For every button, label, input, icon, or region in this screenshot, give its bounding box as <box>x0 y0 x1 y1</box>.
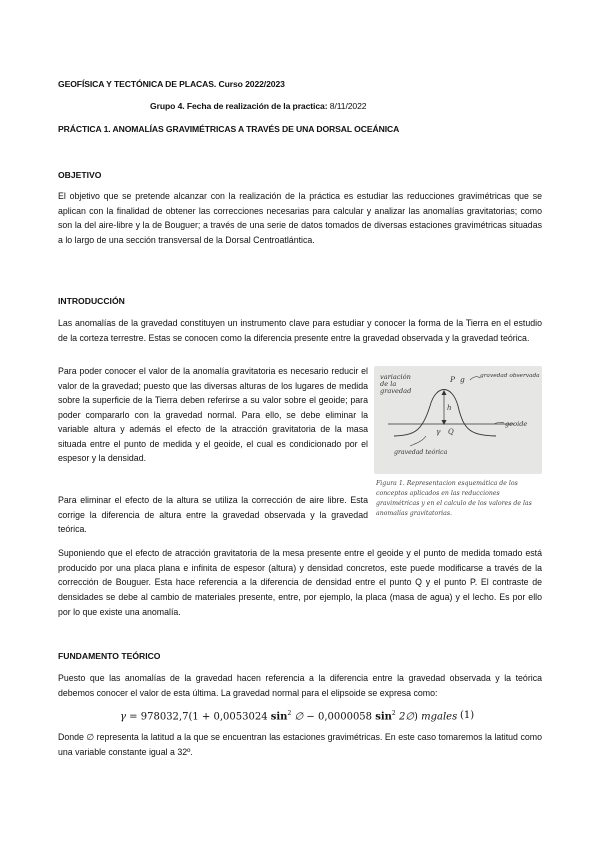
formula-c3: 0,0000058 <box>317 711 373 723</box>
section-heading-introduccion: INTRODUCCIÓN <box>58 296 125 306</box>
practice-date: 8/11/2022 <box>329 101 367 111</box>
formula-units: mgales <box>421 711 458 723</box>
introduccion-paragraph-3: Para eliminar el efecto de la altura se utiliza la corrección de aire libre. Esta corrige la diferencia de altura entre la gravedad observada y la gravedad teórica. <box>58 495 368 534</box>
label-variacion <box>380 373 411 395</box>
formula-exp-2: 2 <box>391 710 396 717</box>
h-arrow-head-top <box>442 390 447 395</box>
formula-phi-1: ∅ <box>294 711 304 723</box>
label-teorica: gravedad teórica <box>394 449 448 456</box>
formula-open: (1 + <box>188 711 211 723</box>
formula-sin-2: sin <box>375 711 392 723</box>
practice-title: PRÁCTICA 1. ANOMALÍAS GRAVIMÉTRICAS A TRAVÉS DE UNA DORSAL OCEÁNICA <box>58 124 400 134</box>
gravity-curve <box>394 390 496 437</box>
fundamento-paragraph-2: Donde ∅ representa la latitud a la que se encuentran las estaciones gravimétricas. En este caso tomaremos la latitud como una variable constante igual a 32º. <box>58 732 542 757</box>
figure-sketch <box>374 366 542 474</box>
formula-c2: 0,0053024 <box>213 711 268 723</box>
fundamento-paragraph-1: Puesto que las anomalías de la gravedad hacen referencia a la diferencia entre la gravedad observada y la teórica debemos conocer el valor de esta última. La gravedad normal para el elipsoide se expresa como: <box>58 673 542 698</box>
formula-phi-2: 2∅ <box>398 711 415 723</box>
introduccion-paragraph-4: Suponiendo que el efecto de atracción gravitatoria de la mesa presente entre el geoide y el punto de medida tomado está producido por una placa plana e infinita de espesor (altura) y densidad concretos, este puede modificarse a través de la corrección de Bouguer. Esta hace referencia a la diferencia de densidad entre el punto Q y el punto P. El contraste de densidades se debe al cambio de materiales presente, entre, por ejemplo, la placa (masa de agua) y el lecho. Es por ello por lo que existe una anomalía. <box>58 548 542 617</box>
label-observada: gravedad observada <box>480 373 540 379</box>
formula-exp-1: 2 <box>287 710 292 717</box>
course-title <box>58 79 285 89</box>
teorica-arrow <box>410 436 426 446</box>
course-year: 2022/2023 <box>245 79 285 89</box>
label-variacion-line: gravedad <box>380 387 412 395</box>
formula-gamma: γ <box>120 711 126 723</box>
label-variacion-line: variación <box>380 373 411 381</box>
obs-arrow <box>470 377 480 380</box>
label-geoide: geoide <box>505 420 528 428</box>
formula-minus: − <box>306 711 315 723</box>
introduccion-paragraph-2: Para poder conocer el valor de la anomalía gravitatoria es necesario reducir el valor de la gravedad; puesto que las diversas alturas de los lugares de medida sobre la superficie de la Tierra deben referirse a su valor sobre el geoide; para poder compararlo con la gravedad normal. Para ello, se debe eliminar la variable altura y además el efecto de la atracción gravitatoria de la masa situada entre el punto de medida y el geoide, el cual es condicionado por el espesor y la densidad. <box>58 366 368 463</box>
label-q: Q <box>448 428 454 436</box>
group-date-line <box>150 101 366 111</box>
section-heading-objetivo: OBJETIVO <box>58 170 102 180</box>
label-gamma: γ <box>436 427 441 436</box>
label-p: P <box>450 375 456 384</box>
equation-number: (1) <box>460 710 475 721</box>
course-title-text: GEOFÍSICA Y TECTÓNICA DE PLACAS. Curso <box>58 79 246 89</box>
section-heading-fundamento: FUNDAMENTO TEÓRICO <box>58 651 161 661</box>
group-date-label: Grupo 4. Fecha de realización de la practica: <box>150 101 330 111</box>
formula-sin-1: sin <box>270 711 288 723</box>
normal-gravity-formula <box>120 710 457 722</box>
figure-caption: Figura 1. Representacion esquemática de los conceptos aplicados en las reducciones gravimétricas y en el calculo de los valores de las anomalías gravitatorias. <box>376 480 532 517</box>
label-h: h <box>447 404 452 412</box>
formula-close: ) <box>414 711 418 723</box>
gravity-sketch-svg <box>374 366 542 474</box>
formula-c1: 978032,7 <box>140 711 189 723</box>
label-variacion-line: de la <box>380 380 397 388</box>
introduccion-paragraph-1: Las anomalías de la gravedad constituyen un instrumento clave para estudiar y conocer la forma de la Tierra en el estudio de la corteza terrestre. Estas se conocen como la diferencia presente entre la gravedad observada y la gravedad teórica. <box>58 318 542 343</box>
label-g: g <box>460 375 465 384</box>
formula-equals: = <box>129 711 138 723</box>
objetivo-paragraph: El objetivo que se pretende alcanzar con la realización de la práctica es estudiar las reducciones gravimétricas que se aplican con la finalidad de obtener las correcciones necesarias para calcular y analizar las anomalías gravitatorias; como son la del aire-libre y la de Bouguer; a través de una serie de datos tomados de diversas estaciones gravimétricas situadas a lo largo de una sección transversal de la Dorsal Centroatlántica. <box>58 191 542 246</box>
